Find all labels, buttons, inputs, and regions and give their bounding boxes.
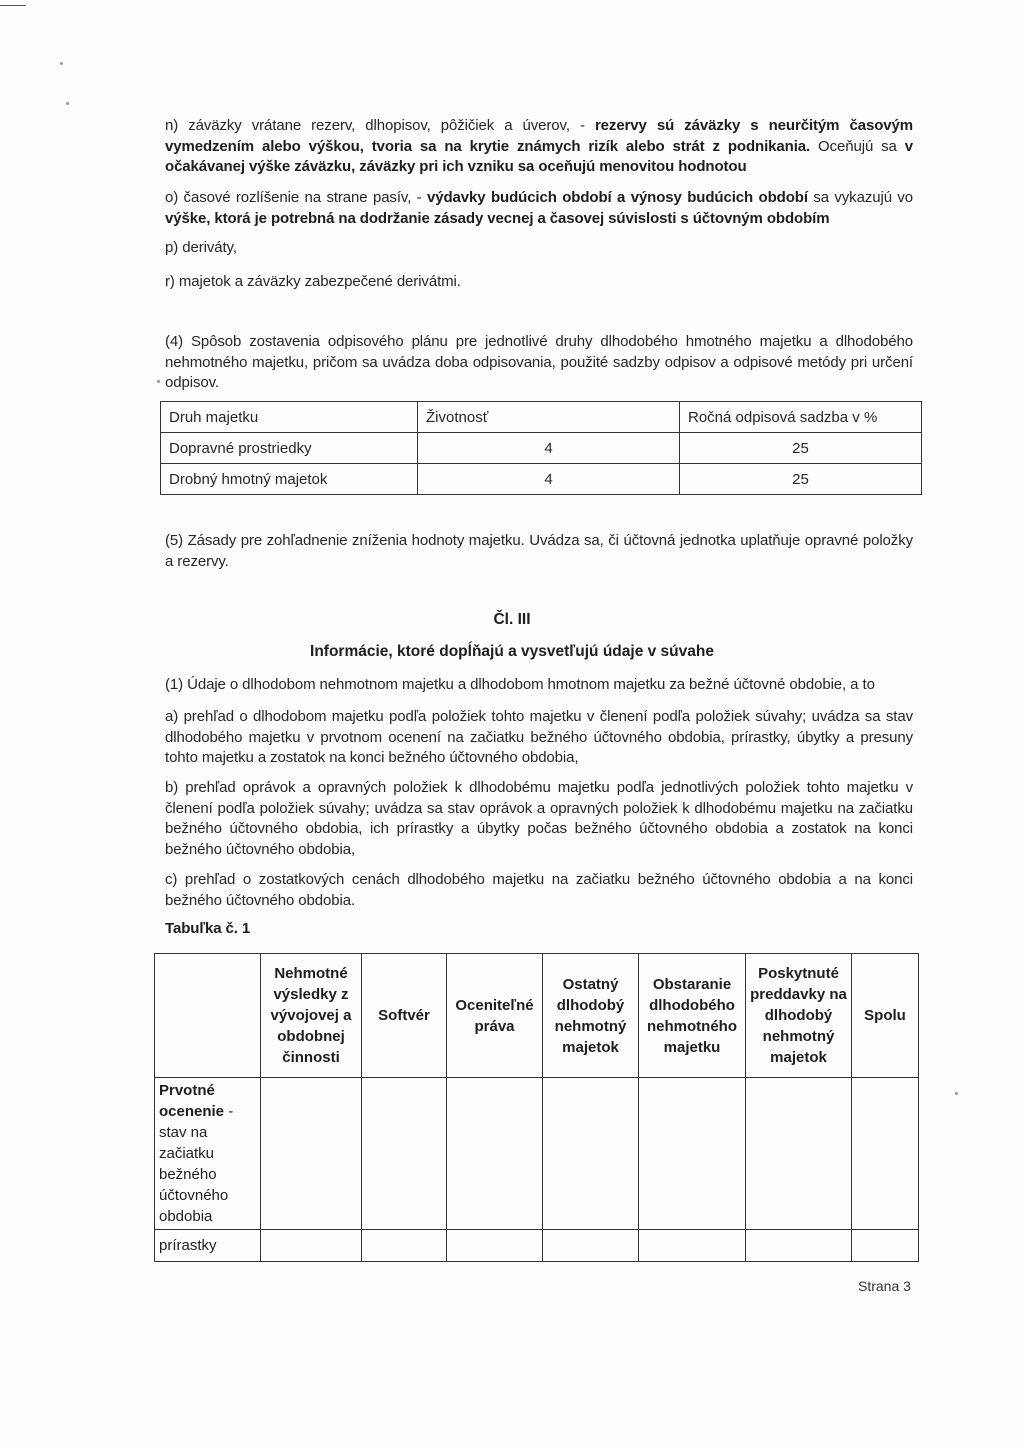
cell-lifetime: 4 <box>418 464 680 495</box>
row-label <box>155 1230 261 1262</box>
scan-edge-mark <box>0 5 26 6</box>
table-cell <box>852 1230 919 1262</box>
scan-speck <box>66 102 69 105</box>
header-development-results: Nehmotné výsledky z vývojovej a obdobnej činnosti <box>261 954 362 1078</box>
item-o-bold: výdavky budúcich období a výnosy budúcich období <box>427 189 808 206</box>
header-asset-type: Druh majetku <box>161 402 418 433</box>
impairment-paragraph: (5) Zásady pre zohľadnenie zníženia hodnoty majetku. Uvádza sa, či účtovná jednotka uplatňuje opravné položky a rezervy. <box>165 532 913 570</box>
header-total: Spolu <box>852 954 919 1078</box>
item-n-bold2: v očakávanej výške záväzku, záväzky pri ich vzniku sa oceňujú menovitou hodnotou <box>165 137 913 175</box>
header-empty <box>155 954 261 1078</box>
item-n-paragraph <box>165 116 913 178</box>
cell-asset-type: Dopravné prostriedky <box>161 433 418 464</box>
cell-asset-type: Drobný hmotný majetok <box>161 464 418 495</box>
table-row <box>161 464 922 495</box>
table-header-row <box>161 402 922 433</box>
header-software: Softvér <box>362 954 447 1078</box>
article-paragraph-b: b) prehľad oprávok a opravných položiek k dlhodobému majetku podľa jednotlivých položiek tohto majetku v členení podľa položiek súvahy; uvádza sa stav oprávok a opravných položiek k dlhodobému majetku na začiatku bežného účtovného obdobia, ich prírastky a úbytky počas bežného účtovného obdobia a zostatok na konci bežného účtovného obdobia, <box>165 779 913 858</box>
header-lifetime: Životnosť <box>418 402 680 433</box>
row-label-bold: Prvotné ocenenie <box>159 1082 225 1120</box>
table-row <box>155 1078 919 1230</box>
depreciation-paragraph: (4) Spôsob zostavenia odpisového plánu pre jednotlivé druhy dlhodobého hmotného majetku a dlhodobého nehmotného majetku, pričom sa uvádza doba odpisovania, použité sadzby odpisov a odpisové metódy pri určení odpisov. <box>165 333 913 391</box>
article-paragraph-c: c) prehľad o zostatkových cenách dlhodobého majetku na začiatku bežného účtovného obdobia a na konci bežného účtovného obdobia. <box>165 871 913 909</box>
depreciation-table <box>160 401 922 495</box>
article-title: Informácie, ktoré dopĺňajú a vysvetľujú údaje v súvahe <box>310 643 714 660</box>
table-cell <box>639 1230 746 1262</box>
item-n-text: n) záväzky vrátane rezerv, dlhopisov, pôžičiek a úverov, - <box>165 117 595 134</box>
header-other-intangible: Ostatný dlhodobý nehmotný majetok <box>543 954 639 1078</box>
row-label-rest: prírastky <box>159 1237 217 1254</box>
table-cell <box>261 1230 362 1262</box>
item-o-text: o) časové rozlíšenie na strane pasív, - <box>165 189 427 206</box>
table-cell <box>362 1230 447 1262</box>
cell-rate: 25 <box>680 433 922 464</box>
table-cell <box>447 1078 543 1230</box>
item-o-paragraph <box>165 188 913 229</box>
article-number: Čl. III <box>493 611 531 628</box>
item-o-bold2: výške, ktorá je potrebná na dodržanie zásady vecnej a časovej súvislosti s účtovným obdobím <box>165 209 830 227</box>
cell-rate: 25 <box>680 464 922 495</box>
table-cell <box>362 1078 447 1230</box>
table-cell <box>852 1078 919 1230</box>
table-cell <box>261 1078 362 1230</box>
article-paragraph-1: (1) Údaje o dlhodobom nehmotnom majetku a dlhodobom hmotnom majetku za bežné účtovné obdobie, a to <box>165 676 875 693</box>
scan-speck <box>60 62 63 65</box>
header-valuable-rights: Oceniteľné práva <box>447 954 543 1078</box>
cell-lifetime: 4 <box>418 433 680 464</box>
table-header-row <box>155 954 919 1078</box>
table-cell <box>639 1078 746 1230</box>
table-cell <box>746 1230 852 1262</box>
header-advances: Poskytnuté preddavky na dlhodobý nehmotný majetok <box>746 954 852 1078</box>
item-o-after: sa vykazujú vo <box>807 189 914 206</box>
table-cell <box>447 1230 543 1262</box>
scan-speck <box>955 1092 958 1095</box>
table-cell <box>543 1230 639 1262</box>
row-label <box>155 1078 261 1230</box>
table-row <box>161 433 922 464</box>
item-p: p) deriváty, <box>165 239 237 256</box>
row-label-rest: - stav na začiatku bežného účtovného obdobia <box>159 1103 234 1225</box>
table-cell <box>543 1078 639 1230</box>
scan-speck <box>157 380 160 383</box>
item-n-after: Oceňujú sa <box>810 137 905 155</box>
article-paragraph-a: a) prehľad o dlhodobom majetku podľa položiek tohto majetku v členení podľa položiek súvahy; uvádza sa stav dlhodobého majetku v prvotnom ocenení na začiatku bežného účtovného obdobia, prírastky, úbytky a presuny tohto majetku a zostatok na konci bežného účtovného obdobia, <box>165 708 913 766</box>
header-rate: Ročná odpisová sadzba v % <box>680 402 922 433</box>
table-label: Tabuľka č. 1 <box>165 920 251 937</box>
page-number: Strana 3 <box>858 1278 911 1294</box>
item-n-bold: rezervy sú záväzky s neurčitým časovým vymedzením alebo výškou, tvoria sa na krytie známych rizík alebo strát z podnikania. <box>165 117 913 155</box>
table-row <box>155 1230 919 1262</box>
item-r: r) majetok a záväzky zabezpečené derivátmi. <box>165 273 461 290</box>
intangible-assets-table <box>154 953 919 1262</box>
header-acquisition: Obstaranie dlhodobého nehmotného majetku <box>639 954 746 1078</box>
table-cell <box>746 1078 852 1230</box>
